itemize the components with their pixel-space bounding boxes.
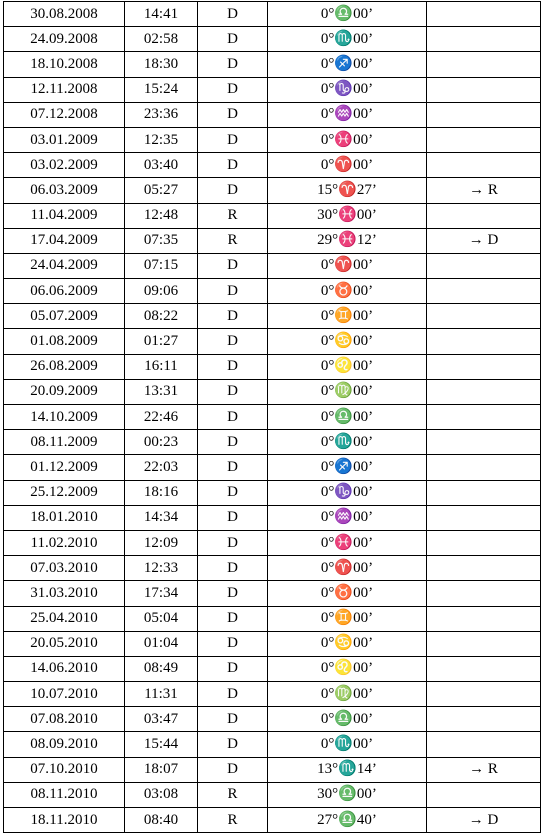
station-note-cell [427, 505, 541, 530]
direction-cell: D [198, 682, 268, 707]
date-cell: 18.11.2010 [4, 808, 125, 833]
station-note-cell [427, 682, 541, 707]
station-note-cell [427, 77, 541, 102]
zodiac-position-cell: 0°♊00’ [268, 606, 427, 631]
zodiac-position-cell: 0°♈00’ [268, 153, 427, 178]
date-cell: 14.06.2010 [4, 656, 125, 681]
zodiac-position-cell: 0°♐00’ [268, 52, 427, 77]
direction-cell: R [198, 782, 268, 807]
table-row [4, 656, 541, 681]
table-row [4, 178, 541, 203]
table-row [4, 606, 541, 631]
zodiac-position-cell: 30°♓00’ [268, 203, 427, 228]
table-row [4, 505, 541, 530]
station-note-cell [427, 631, 541, 656]
station-note-cell: → R [427, 178, 541, 203]
station-note-cell [427, 27, 541, 52]
date-cell: 17.04.2009 [4, 228, 125, 253]
date-cell: 01.08.2009 [4, 329, 125, 354]
table-row [4, 581, 541, 606]
table-row [4, 329, 541, 354]
station-note-cell [427, 279, 541, 304]
date-cell: 07.08.2010 [4, 707, 125, 732]
time-cell: 12:35 [125, 127, 198, 152]
table-row [4, 354, 541, 379]
time-cell: 07:15 [125, 253, 198, 278]
date-cell: 26.08.2009 [4, 354, 125, 379]
table-row [4, 556, 541, 581]
table-row [4, 304, 541, 329]
zodiac-position-cell: 0°♉00’ [268, 581, 427, 606]
station-note-cell: → D [427, 808, 541, 833]
direction-cell: D [198, 178, 268, 203]
date-cell: 05.07.2009 [4, 304, 125, 329]
station-note-cell [427, 606, 541, 631]
table-row [4, 153, 541, 178]
time-cell: 18:07 [125, 757, 198, 782]
time-cell: 22:46 [125, 405, 198, 430]
table-row [4, 430, 541, 455]
time-cell: 03:47 [125, 707, 198, 732]
time-cell: 01:04 [125, 631, 198, 656]
table-row [4, 2, 541, 27]
direction-cell: D [198, 757, 268, 782]
date-cell: 07.10.2010 [4, 757, 125, 782]
zodiac-position-cell: 0°♍00’ [268, 379, 427, 404]
date-cell: 08.09.2010 [4, 732, 125, 757]
date-cell: 03.01.2009 [4, 127, 125, 152]
zodiac-position-cell: 0°♎00’ [268, 2, 427, 27]
time-cell: 15:24 [125, 77, 198, 102]
table-body [4, 2, 541, 833]
table-row [4, 808, 541, 833]
time-cell: 09:06 [125, 279, 198, 304]
zodiac-position-cell: 0°♏00’ [268, 430, 427, 455]
date-cell: 18.01.2010 [4, 505, 125, 530]
direction-cell: D [198, 379, 268, 404]
zodiac-position-cell: 13°♏14’ [268, 757, 427, 782]
zodiac-position-cell: 29°♓12’ [268, 228, 427, 253]
direction-cell: R [198, 228, 268, 253]
direction-cell: D [198, 631, 268, 656]
time-cell: 03:08 [125, 782, 198, 807]
station-note-cell [427, 354, 541, 379]
direction-cell: D [198, 304, 268, 329]
station-note-cell [427, 52, 541, 77]
zodiac-position-cell: 0°♈00’ [268, 253, 427, 278]
time-cell: 18:16 [125, 480, 198, 505]
table-row [4, 732, 541, 757]
date-cell: 24.04.2009 [4, 253, 125, 278]
table-row [4, 480, 541, 505]
zodiac-position-cell: 0°♌00’ [268, 656, 427, 681]
zodiac-position-cell: 0°♍00’ [268, 682, 427, 707]
direction-cell: D [198, 581, 268, 606]
station-note-cell [427, 581, 541, 606]
date-cell: 03.02.2009 [4, 153, 125, 178]
station-note-cell [427, 329, 541, 354]
time-cell: 07:35 [125, 228, 198, 253]
date-cell: 20.09.2009 [4, 379, 125, 404]
direction-cell: D [198, 27, 268, 52]
time-cell: 12:33 [125, 556, 198, 581]
table-row [4, 782, 541, 807]
zodiac-position-cell: 0°♉00’ [268, 279, 427, 304]
time-cell: 13:31 [125, 379, 198, 404]
time-cell: 08:40 [125, 808, 198, 833]
time-cell: 14:41 [125, 2, 198, 27]
station-note-cell [427, 203, 541, 228]
time-cell: 16:11 [125, 354, 198, 379]
zodiac-position-cell: 15°♈27’ [268, 178, 427, 203]
zodiac-position-cell: 0°♊00’ [268, 304, 427, 329]
zodiac-position-cell: 0°♒00’ [268, 505, 427, 530]
table-row [4, 102, 541, 127]
table-row [4, 631, 541, 656]
direction-cell: D [198, 480, 268, 505]
date-cell: 06.03.2009 [4, 178, 125, 203]
direction-cell: D [198, 430, 268, 455]
time-cell: 05:27 [125, 178, 198, 203]
zodiac-position-cell: 0°♎00’ [268, 707, 427, 732]
time-cell: 00:23 [125, 430, 198, 455]
direction-cell: D [198, 77, 268, 102]
date-cell: 30.08.2008 [4, 2, 125, 27]
direction-cell: D [198, 707, 268, 732]
time-cell: 17:34 [125, 581, 198, 606]
time-cell: 18:30 [125, 52, 198, 77]
zodiac-position-cell: 0°♋00’ [268, 631, 427, 656]
table-row [4, 455, 541, 480]
table-row [4, 379, 541, 404]
station-note-cell [427, 127, 541, 152]
direction-cell: D [198, 606, 268, 631]
direction-cell: D [198, 530, 268, 555]
direction-cell: R [198, 203, 268, 228]
direction-cell: D [198, 253, 268, 278]
date-cell: 25.04.2010 [4, 606, 125, 631]
time-cell: 12:48 [125, 203, 198, 228]
date-cell: 20.05.2010 [4, 631, 125, 656]
table-row [4, 530, 541, 555]
zodiac-position-cell: 0°♑00’ [268, 480, 427, 505]
direction-cell: D [198, 2, 268, 27]
zodiac-position-cell: 0°♓00’ [268, 530, 427, 555]
zodiac-position-cell: 0°♓00’ [268, 127, 427, 152]
date-cell: 25.12.2009 [4, 480, 125, 505]
station-note-cell [427, 153, 541, 178]
station-note-cell [427, 556, 541, 581]
table-row [4, 228, 541, 253]
time-cell: 05:04 [125, 606, 198, 631]
table-row [4, 405, 541, 430]
direction-cell: D [198, 52, 268, 77]
table-row [4, 253, 541, 278]
time-cell: 11:31 [125, 682, 198, 707]
station-note-cell [427, 253, 541, 278]
time-cell: 03:40 [125, 153, 198, 178]
time-cell: 14:34 [125, 505, 198, 530]
station-note-cell: → D [427, 228, 541, 253]
direction-cell: D [198, 732, 268, 757]
zodiac-position-cell: 0°♏00’ [268, 27, 427, 52]
direction-cell: D [198, 455, 268, 480]
time-cell: 15:44 [125, 732, 198, 757]
station-note-cell [427, 455, 541, 480]
table-row [4, 77, 541, 102]
zodiac-position-cell: 0°♏00’ [268, 732, 427, 757]
station-note-cell [427, 782, 541, 807]
table-row [4, 52, 541, 77]
station-note-cell [427, 2, 541, 27]
zodiac-position-cell: 30°♎00’ [268, 782, 427, 807]
station-note-cell [427, 732, 541, 757]
station-note-cell [427, 379, 541, 404]
direction-cell: D [198, 329, 268, 354]
table-row [4, 203, 541, 228]
table-row [4, 682, 541, 707]
direction-cell: D [198, 354, 268, 379]
direction-cell: D [198, 556, 268, 581]
station-note-cell [427, 102, 541, 127]
date-cell: 07.12.2008 [4, 102, 125, 127]
time-cell: 12:09 [125, 530, 198, 555]
zodiac-position-cell: 0°♑00’ [268, 77, 427, 102]
date-cell: 06.06.2009 [4, 279, 125, 304]
direction-cell: D [198, 127, 268, 152]
table-row [4, 27, 541, 52]
date-cell: 11.02.2010 [4, 530, 125, 555]
date-cell: 14.10.2009 [4, 405, 125, 430]
date-cell: 08.11.2009 [4, 430, 125, 455]
date-cell: 08.11.2010 [4, 782, 125, 807]
direction-cell: D [198, 279, 268, 304]
date-cell: 01.12.2009 [4, 455, 125, 480]
time-cell: 01:27 [125, 329, 198, 354]
station-note-cell [427, 304, 541, 329]
zodiac-position-cell: 0°♐00’ [268, 455, 427, 480]
direction-cell: D [198, 102, 268, 127]
direction-cell: D [198, 656, 268, 681]
station-note-cell [427, 530, 541, 555]
date-cell: 07.03.2010 [4, 556, 125, 581]
date-cell: 11.04.2009 [4, 203, 125, 228]
direction-cell: D [198, 505, 268, 530]
station-note-cell [427, 430, 541, 455]
direction-cell: R [198, 808, 268, 833]
table-row [4, 127, 541, 152]
direction-cell: D [198, 153, 268, 178]
date-cell: 12.11.2008 [4, 77, 125, 102]
date-cell: 24.09.2008 [4, 27, 125, 52]
time-cell: 02:58 [125, 27, 198, 52]
time-cell: 22:03 [125, 455, 198, 480]
date-cell: 10.07.2010 [4, 682, 125, 707]
station-note-cell [427, 405, 541, 430]
station-note-cell [427, 656, 541, 681]
time-cell: 23:36 [125, 102, 198, 127]
date-cell: 31.03.2010 [4, 581, 125, 606]
station-note-cell [427, 707, 541, 732]
zodiac-position-cell: 0°♈00’ [268, 556, 427, 581]
zodiac-position-cell: 0°♎00’ [268, 405, 427, 430]
time-cell: 08:22 [125, 304, 198, 329]
station-note-cell: → R [427, 757, 541, 782]
direction-cell: D [198, 405, 268, 430]
zodiac-position-cell: 0°♋00’ [268, 329, 427, 354]
table-row [4, 707, 541, 732]
date-cell: 18.10.2008 [4, 52, 125, 77]
station-note-cell [427, 480, 541, 505]
table-row [4, 279, 541, 304]
zodiac-position-cell: 27°♎40’ [268, 808, 427, 833]
time-cell: 08:49 [125, 656, 198, 681]
zodiac-position-cell: 0°♌00’ [268, 354, 427, 379]
table-row [4, 757, 541, 782]
ephemeris-table [3, 1, 541, 833]
zodiac-position-cell: 0°♒00’ [268, 102, 427, 127]
